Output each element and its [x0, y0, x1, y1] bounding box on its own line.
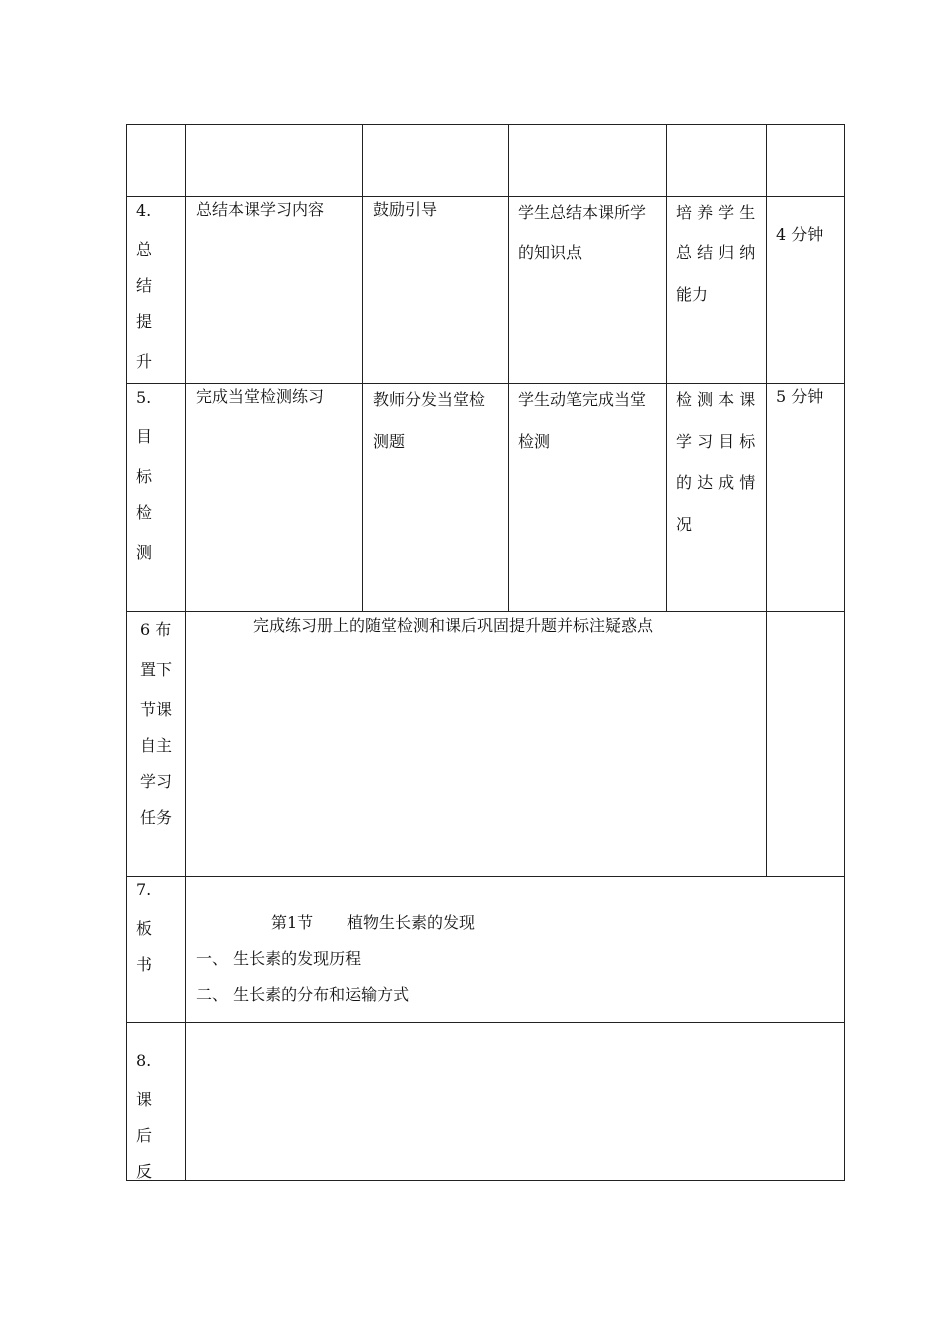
row4-teacher-activity: 鼓励引导: [373, 200, 438, 219]
table-line: [126, 876, 845, 877]
row6-content: 完成练习册上的随堂检测和课后巩固提升题并标注疑惑点: [253, 616, 654, 635]
table-line: [126, 1022, 845, 1023]
table-line-right: [844, 124, 845, 1181]
blackboard-section: 第1节: [271, 913, 314, 932]
table-line: [126, 611, 845, 612]
table-line: [126, 383, 845, 384]
table-line: [766, 124, 767, 877]
table-line-top: [126, 124, 845, 125]
blackboard-item-2: 二、 生长素的分布和运输方式: [196, 985, 410, 1004]
row5-time: 5 分钟: [776, 387, 824, 406]
table-line-bottom: [126, 1180, 845, 1181]
table-line: [362, 124, 363, 612]
row4-time: 4 分钟: [776, 225, 824, 244]
table-line: [185, 124, 186, 1181]
table-line: [126, 196, 845, 197]
row5-content: 完成当堂检测练习: [196, 387, 325, 406]
blackboard-title: 植物生长素的发现: [347, 913, 476, 932]
table-line-left: [126, 124, 127, 1181]
row4-content: 总结本课学习内容: [196, 200, 325, 219]
table-line: [666, 124, 667, 612]
table-line: [508, 124, 509, 612]
blackboard-item-1: 一、 生长素的发现历程: [196, 949, 362, 968]
